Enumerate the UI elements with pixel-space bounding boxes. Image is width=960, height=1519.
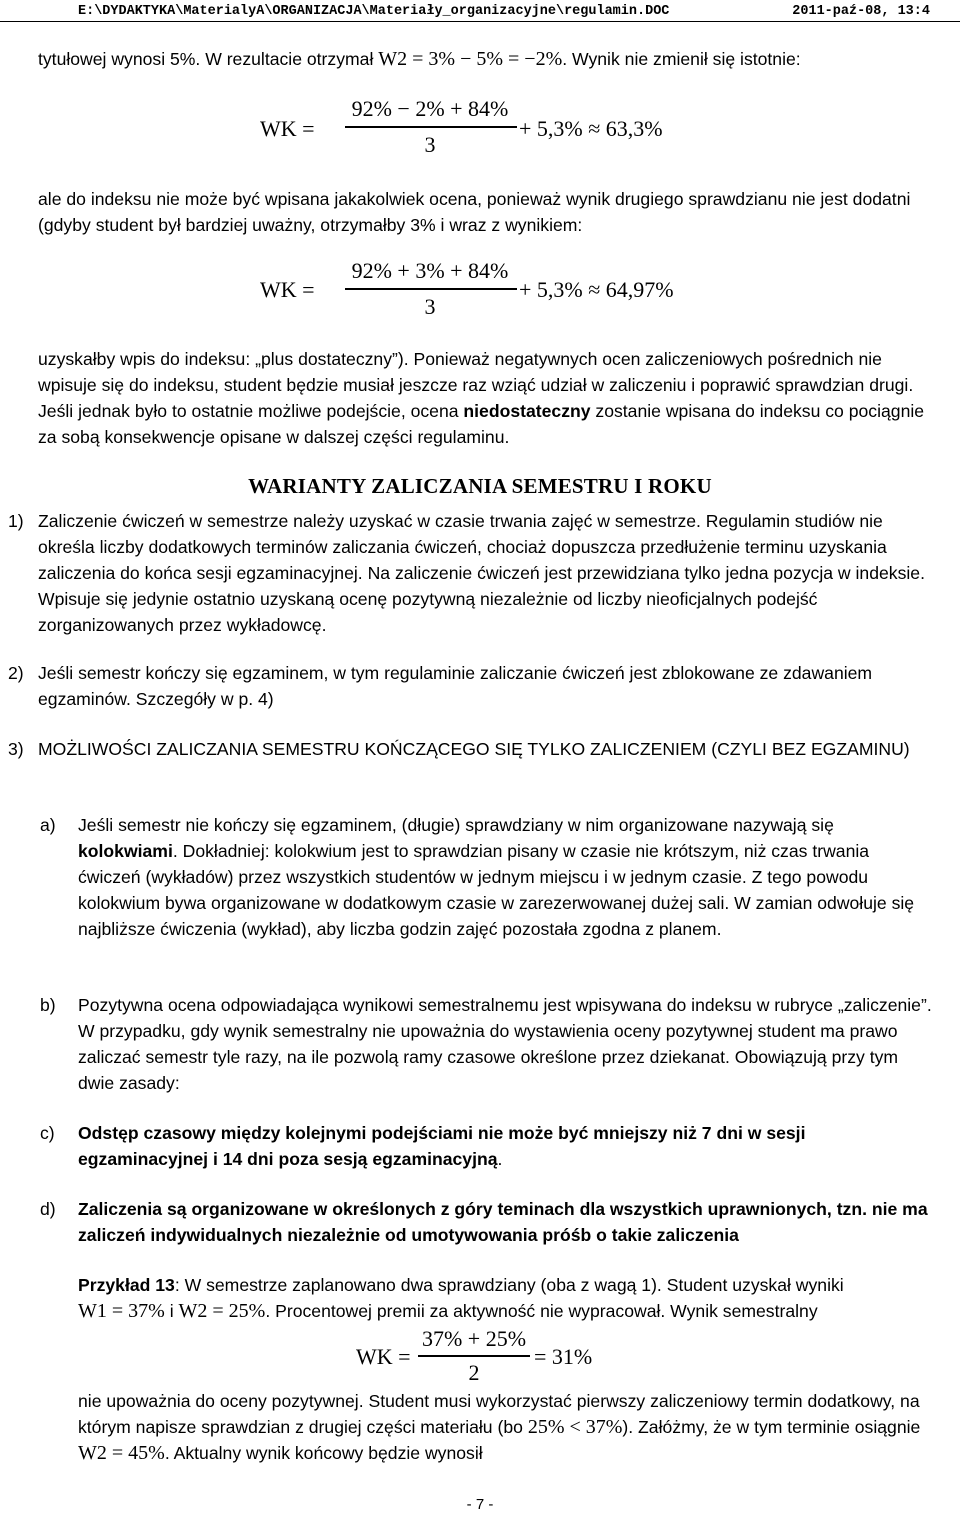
- sub-item-text: Pozytywna ocena odpowiadająca wynikowi semestralnemu jest wpisywana do indeksu w rubryce „zaliczenie”. W przypadku, gdy wynik semestralny nie upoważnia do wystawienia oceny pozytywnej student ma prawo zaliczać semestr tyle razy, na ile pozwolą ramy czasowe określone przez dziekanat. Obowiązują przy tym dwie zasady:: [78, 995, 932, 1093]
- example-text: i: [164, 1301, 179, 1321]
- example-conclusion: [78, 1388, 934, 1466]
- item-text: Jeśli semestr kończy się egzaminem, w tym regulaminie zaliczanie ćwiczeń jest zblokowane ze zdawaniem egzaminów. Szczegóły w p. 4): [38, 663, 873, 709]
- sub-a-text: Jeśli semestr nie kończy się egzaminem, (długie) sprawdziany w nim organizowane nazywają się: [78, 815, 834, 835]
- sub-item-letter: a): [40, 815, 56, 835]
- item-text: MOŻLIWOŚCI ZALICZANIA SEMESTRU KOŃCZĄCEGO SIĘ TYLKO ZALICZENIEM (CZYLI BEZ EGZAMINU): [38, 739, 910, 759]
- eq3-numerator: 37% + 25%: [421, 1326, 527, 1351]
- para2-bold: niedostateczny: [463, 401, 591, 421]
- eq2-rhs: + 5,3% ≈ 64,97%: [519, 277, 674, 302]
- eq1-fraction-bar: [345, 126, 517, 128]
- intro-math: W2 = 3% − 5% = −2%: [378, 48, 563, 70]
- sub-item-text: [78, 1120, 934, 1172]
- sub-a-text-end: . Dokładniej: kolokwium jest to sprawdzian pisany w czasie nie krótszym, niż czas trwania ćwiczeń (wykładów) przez wszystkich studentów w jednym miejscu i w jednym czasie. Z tego powodu kolokwium bywa organizowane w dodatkowym czasie w zarezerwowanej dużej sali. W zamian odwołuje się najbliższe ćwiczenia (wykład), aby liczba godzin zajęć pozostała zgodna z planem.: [78, 841, 915, 939]
- eq2-lhs: WK =: [260, 277, 315, 302]
- intro-text-end: . Wynik nie zmienił się istotnie:: [562, 49, 801, 69]
- equation-1: [0, 96, 960, 166]
- sub-item-letter: c): [40, 1123, 55, 1143]
- sub-a-bold: kolokwiami: [78, 841, 173, 861]
- example-math-compare: 25% < 37%: [527, 1416, 623, 1438]
- example-math-w1: W1 = 37%: [78, 1300, 165, 1322]
- para2-text: uzyskałby wpis do indeksu: „plus dostateczny”). Ponieważ negatywnych ocen zaliczeniowych pośrednich nie wpisuje się do indeksu, student będzie musiał jeszcze raz wziąć udział w zaliczeniu i poprawić sprawdzian drugi. Jeśli jednak było to ostatnie możliwe podejście, ocena: [38, 349, 914, 421]
- sub-item-letter: b): [40, 995, 56, 1015]
- example-text: ). Załóżmy, że w tym terminie osiągnie: [622, 1417, 921, 1437]
- eq1-rhs: + 5,3% ≈ 63,3%: [519, 116, 663, 141]
- eq2-fraction-bar: [345, 288, 517, 290]
- eq3-rhs: = 31%: [534, 1344, 593, 1369]
- eq1-numerator: 92% − 2% + 84%: [351, 96, 509, 121]
- intro-text: tytułowej wynosi 5%. W rezultacie otrzymał: [38, 49, 379, 69]
- example-math-w2-new: W2 = 45%: [78, 1442, 165, 1464]
- sub-d-bold: Zaliczenia są organizowane w określonych z góry teminach dla wszystkich uprawnionych, tzn. nie ma zaliczeń indywidualnych niezależnie od umotywowania próśb o takie zaliczenia: [78, 1199, 928, 1245]
- example-text: : W semestrze zaplanowano dwa sprawdziany (oba z wagą 1). Student uzyskał wyniki: [174, 1275, 844, 1295]
- eq1-denominator: 3: [424, 132, 436, 157]
- header-date: 2011-paź-08, 13:4: [792, 3, 930, 19]
- page-number: - 7 -: [466, 1496, 494, 1513]
- item-text: Zaliczenie ćwiczeń w semestrze należy uzyskać w czasie trwania zajęć w semestrze. Regulamin studiów nie określa liczby dodatkowych terminów zaliczania ćwiczeń, chociaż dopuszcza przedłużenie terminu uzyskania zaliczenia do końca sesji egzaminacyjnej. Na zaliczenie ćwiczeń jest przewidziana tylko jedna pozycja w indeksie. Wpisuje się jedynie ostatnio uzyskaną ocenę pozytywną niezależnie od liczby nieoficjalnych podejść zorganizowanych przez wykładowcę.: [38, 511, 925, 635]
- sub-item-text: [78, 812, 934, 942]
- sub-item-letter: d): [40, 1199, 56, 1219]
- example-paragraph: [78, 1272, 934, 1324]
- eq2-denominator: 3: [424, 294, 436, 319]
- header-divider: [0, 21, 960, 22]
- document-header: [78, 2, 930, 20]
- file-path: E:\DYDAKTYKA\MaterialyA\ORGANIZACJA\Materiały_organizacyjne\regulamin.DOC: [78, 3, 670, 19]
- eq3-lhs: WK =: [356, 1344, 411, 1369]
- para2-text-end: zostanie wpisana do indeksu co pociągnie za sobą konsekwencje opisane w dalszej części regulaminu.: [38, 401, 925, 447]
- eq1-lhs: WK =: [260, 116, 315, 141]
- eq3-fraction-bar: [418, 1355, 530, 1357]
- paragraph-1: ale do indeksu nie może być wpisana jakakolwiek ocena, ponieważ wynik drugiego sprawdzianu nie jest dodatni (gdyby student był bardziej uważny, otrzymałby 3% i wraz z wynikiem:: [38, 189, 911, 235]
- item-number: 2): [8, 663, 24, 683]
- sub-c-bold: Odstęp czasowy między kolejnymi podejściami nie może być mniejszy niż 7 dni w sesji egzaminacyjnej i 14 dni poza sesją egzaminacyjną: [78, 1123, 806, 1169]
- item-number: 1): [8, 511, 24, 531]
- example-text: . Aktualny wynik końcowy będzie wynosił: [164, 1443, 483, 1463]
- eq3-denominator: 2: [468, 1360, 480, 1385]
- eq2-numerator: 92% + 3% + 84%: [351, 258, 509, 283]
- example-math-w2: W2 = 25%: [178, 1300, 266, 1322]
- section-heading: WARIANTY ZALICZANIA SEMESTRU I ROKU: [248, 474, 712, 498]
- intro-paragraph: [38, 46, 934, 72]
- item-number: 3): [8, 739, 24, 759]
- sub-c-text-end: .: [497, 1149, 503, 1169]
- equation-2: [0, 258, 960, 332]
- example-text: nie upoważnia do oceny pozytywnej. Student musi wykorzystać pierwszy zaliczeniowy termin dodatkowy, na którym napisze sprawdzian z drugiej części materiału (bo: [78, 1391, 920, 1437]
- equation-3: [0, 1326, 960, 1390]
- example-label: Przykład 13: [78, 1275, 175, 1295]
- example-text: . Procentowej premii za aktywność nie wypracował. Wynik semestralny: [265, 1301, 818, 1321]
- paragraph-2: [38, 346, 934, 450]
- sub-item-text: [78, 1196, 934, 1248]
